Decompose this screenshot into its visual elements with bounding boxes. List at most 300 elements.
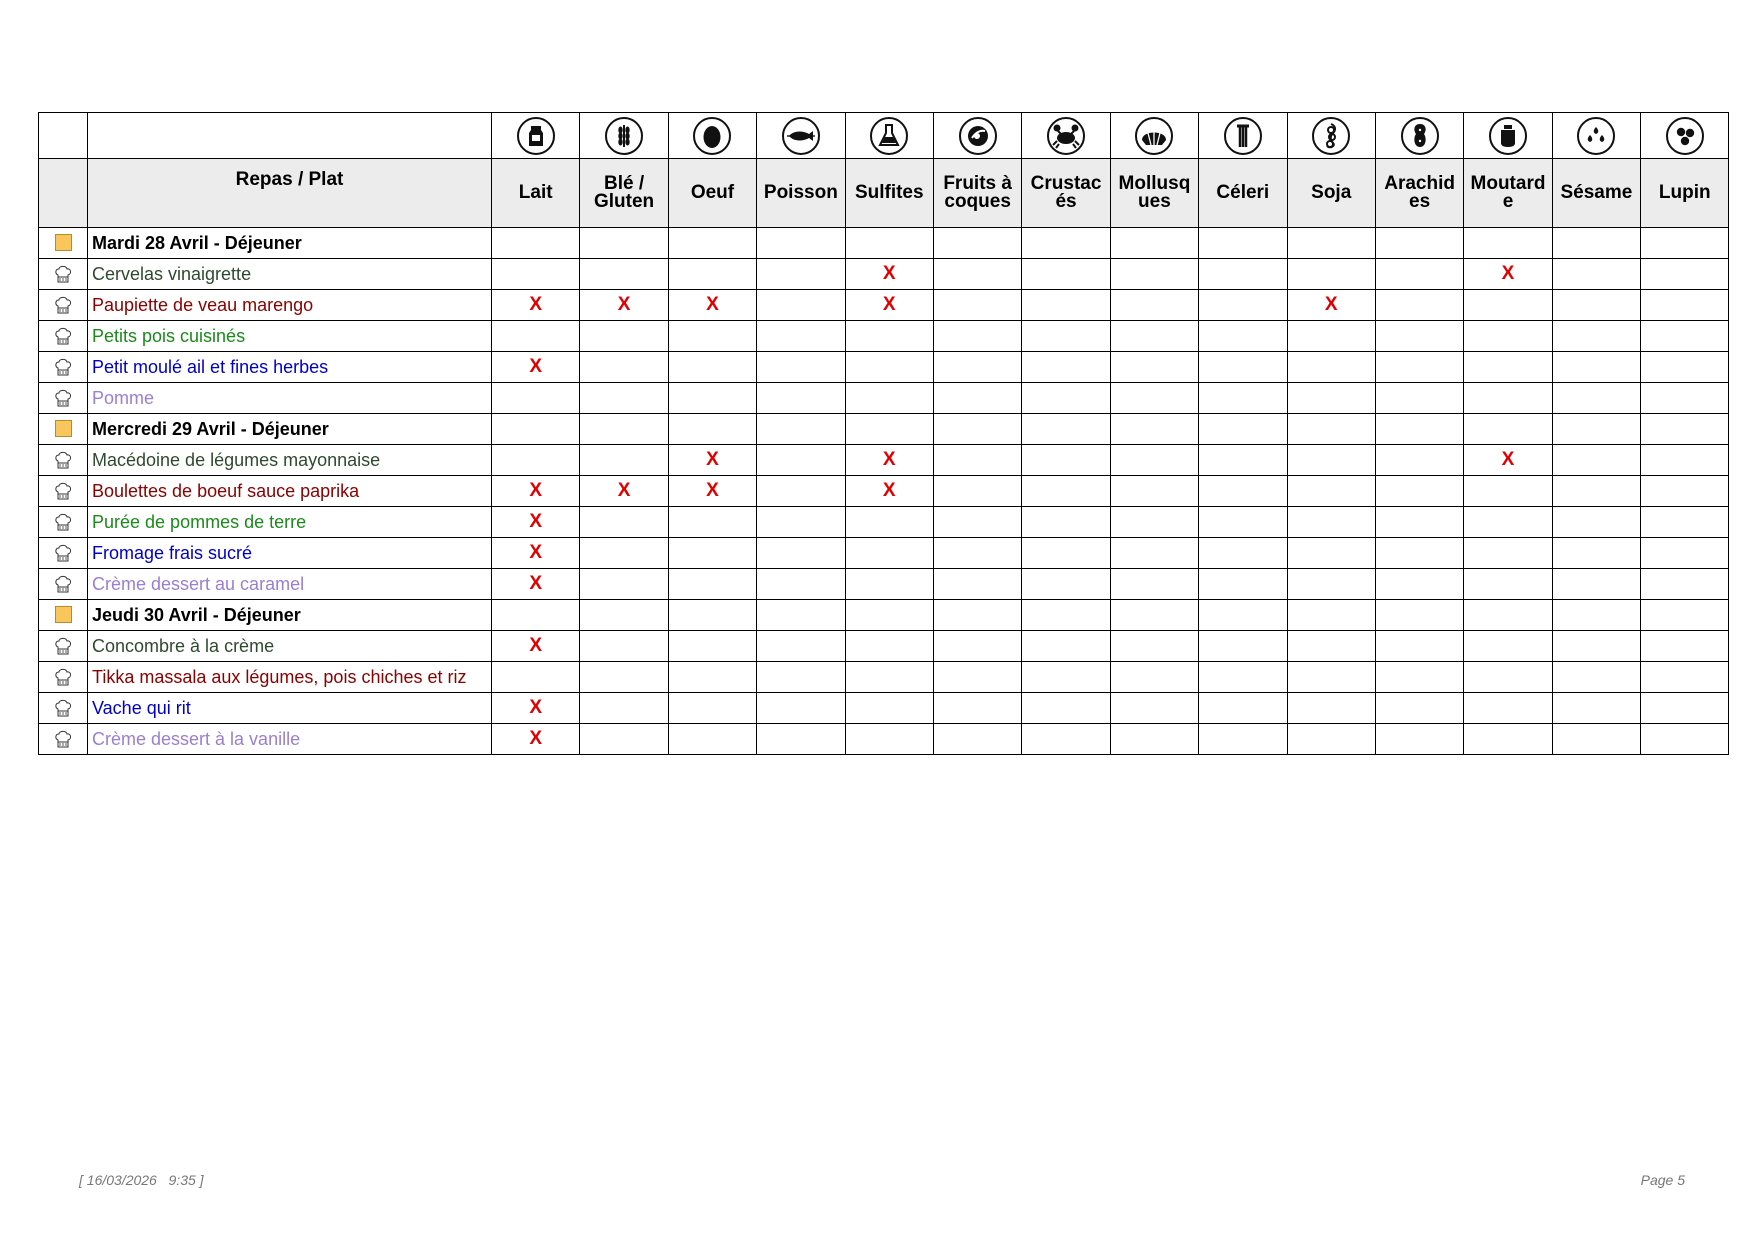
row-marker-cell <box>39 693 88 724</box>
day-marker-square <box>55 420 72 437</box>
allergen-mark-cell <box>580 662 668 693</box>
row-marker-cell <box>39 538 88 569</box>
row-marker-cell <box>39 507 88 538</box>
allergen-mark-cell <box>1641 631 1729 662</box>
allergen-mark-cell <box>757 290 845 321</box>
allergen-mark-cell <box>1110 724 1198 755</box>
chef-hat-icon <box>54 450 72 470</box>
allergen-mark-cell <box>757 228 845 259</box>
allergen-mark-cell <box>757 693 845 724</box>
allergen-mark-cell <box>1641 445 1729 476</box>
allergen-mark-cell <box>757 724 845 755</box>
dish-row <box>39 259 1729 290</box>
allergen-icon-cell <box>1110 113 1198 159</box>
allergen-mark-cell <box>1641 600 1729 631</box>
allergen-table <box>38 112 1729 755</box>
celery-icon <box>1223 116 1263 156</box>
allergen-header: Fruits à coques <box>933 159 1021 228</box>
milk-bottle-icon <box>516 116 556 156</box>
allergen-mark-cell: X <box>1464 445 1552 476</box>
allergen-mark-cell <box>580 631 668 662</box>
allergen-mark-cell <box>1022 228 1110 259</box>
allergen-mark-cell: X <box>492 352 580 383</box>
allergen-mark-cell <box>1641 724 1729 755</box>
allergen-mark-cell: X <box>492 724 580 755</box>
allergen-mark-cell <box>580 569 668 600</box>
allergen-header: Lupin <box>1641 159 1729 228</box>
allergen-mark-cell <box>1641 352 1729 383</box>
allergen-mark-cell <box>1552 476 1640 507</box>
allergen-mark-cell <box>492 383 580 414</box>
allergen-icon-cell <box>845 113 933 159</box>
chef-hat-icon <box>54 326 72 346</box>
allergen-icon-cell <box>1022 113 1110 159</box>
allergen-mark-cell <box>1199 631 1287 662</box>
mark-header-cell <box>39 159 88 228</box>
allergen-mark-cell <box>1552 662 1640 693</box>
allergen-mark-cell <box>1199 383 1287 414</box>
allergen-mark-cell <box>1464 507 1552 538</box>
crab-icon <box>1046 116 1086 156</box>
allergen-mark-cell <box>1022 383 1110 414</box>
allergen-mark-cell <box>1641 569 1729 600</box>
allergen-mark-cell <box>1199 538 1287 569</box>
allergen-icon-row <box>39 113 1729 159</box>
allergen-mark-cell <box>757 569 845 600</box>
allergen-mark-cell <box>1552 600 1640 631</box>
allergen-mark-cell <box>1022 445 1110 476</box>
allergen-icon-cell <box>492 113 580 159</box>
allergen-mark-cell <box>933 507 1021 538</box>
dish-name: Boulettes de boeuf sauce paprika <box>88 476 492 507</box>
allergen-mark-cell <box>845 352 933 383</box>
allergen-mark-cell <box>845 631 933 662</box>
allergen-mark-cell <box>1110 228 1198 259</box>
day-row <box>39 228 1729 259</box>
chef-hat-icon <box>54 636 72 656</box>
day-label: Mercredi 29 Avril - Déjeuner <box>88 414 492 445</box>
corner-cell <box>39 113 88 159</box>
allergen-mark-cell <box>1641 693 1729 724</box>
allergen-header: Blé / Gluten <box>580 159 668 228</box>
allergen-mark-cell: X <box>492 569 580 600</box>
allergen-mark-cell <box>845 600 933 631</box>
allergen-mark-cell <box>1641 228 1729 259</box>
allergen-mark-cell <box>933 445 1021 476</box>
allergen-header: Soja <box>1287 159 1375 228</box>
allergen-mark-cell <box>933 414 1021 445</box>
allergen-mark-cell <box>1110 259 1198 290</box>
allergen-mark-cell <box>845 383 933 414</box>
allergen-mark-cell <box>1110 383 1198 414</box>
allergen-mark-cell <box>1022 352 1110 383</box>
flask-icon <box>869 116 909 156</box>
allergen-mark-cell <box>1552 724 1640 755</box>
allergen-mark-cell <box>1552 631 1640 662</box>
allergen-mark-cell <box>1022 600 1110 631</box>
allergen-mark-cell <box>1199 414 1287 445</box>
allergen-mark-cell <box>1199 290 1287 321</box>
allergen-icon-cell <box>933 113 1021 159</box>
allergen-mark-cell <box>1375 445 1463 476</box>
nut-icon <box>958 116 998 156</box>
allergen-header: Oeuf <box>668 159 756 228</box>
fish-icon <box>781 116 821 156</box>
allergen-mark-cell: X <box>1464 259 1552 290</box>
allergen-mark-cell <box>668 724 756 755</box>
dish-name: Petit moulé ail et fines herbes <box>88 352 492 383</box>
allergen-mark-cell <box>1022 662 1110 693</box>
allergen-mark-cell <box>757 383 845 414</box>
allergen-label-row <box>39 159 1729 228</box>
allergen-mark-cell <box>1287 600 1375 631</box>
allergen-mark-cell <box>1110 321 1198 352</box>
allergen-mark-cell <box>1287 569 1375 600</box>
allergen-mark-cell <box>757 352 845 383</box>
allergen-mark-cell <box>1199 662 1287 693</box>
allergen-mark-cell <box>1375 383 1463 414</box>
row-marker-cell <box>39 383 88 414</box>
allergen-mark-cell <box>1464 569 1552 600</box>
allergen-mark-cell <box>1552 538 1640 569</box>
allergen-mark-cell <box>1552 352 1640 383</box>
allergen-mark-cell: X <box>668 445 756 476</box>
chef-hat-icon <box>54 295 72 315</box>
row-marker-cell <box>39 352 88 383</box>
allergen-mark-cell <box>1552 259 1640 290</box>
allergen-mark-cell <box>845 662 933 693</box>
soy-icon <box>1311 116 1351 156</box>
dish-row <box>39 693 1729 724</box>
allergen-mark-cell <box>1110 476 1198 507</box>
allergen-mark-cell <box>580 352 668 383</box>
allergen-mark-cell <box>1552 383 1640 414</box>
allergen-mark-cell <box>492 228 580 259</box>
allergen-mark-cell <box>668 507 756 538</box>
allergen-mark-cell <box>668 569 756 600</box>
allergen-mark-cell <box>1022 724 1110 755</box>
allergen-mark-cell <box>757 445 845 476</box>
allergen-icon-cell <box>1552 113 1640 159</box>
allergen-mark-cell <box>1199 476 1287 507</box>
allergen-mark-cell <box>668 693 756 724</box>
allergen-mark-cell <box>668 228 756 259</box>
allergen-mark-cell <box>1199 569 1287 600</box>
allergen-mark-cell <box>757 476 845 507</box>
allergen-mark-cell <box>580 383 668 414</box>
chef-hat-icon <box>54 667 72 687</box>
allergen-mark-cell <box>1464 228 1552 259</box>
allergen-mark-cell <box>757 321 845 352</box>
allergen-mark-cell <box>1464 631 1552 662</box>
dish-icon-spacer-cell <box>88 113 492 159</box>
allergen-mark-cell <box>1375 631 1463 662</box>
allergen-mark-cell <box>1375 259 1463 290</box>
allergen-icon-cell <box>1641 113 1729 159</box>
allergen-mark-cell <box>757 507 845 538</box>
allergen-mark-cell <box>1287 383 1375 414</box>
allergen-header: Lait <box>492 159 580 228</box>
chef-hat-icon <box>54 543 72 563</box>
allergen-mark-cell <box>492 321 580 352</box>
allergen-mark-cell <box>1199 724 1287 755</box>
allergen-mark-cell <box>1110 693 1198 724</box>
allergen-mark-cell <box>1110 290 1198 321</box>
allergen-header: Poisson <box>757 159 845 228</box>
allergen-mark-cell: X <box>580 476 668 507</box>
allergen-mark-cell <box>933 352 1021 383</box>
allergen-mark-cell <box>845 569 933 600</box>
lupin-icon <box>1665 116 1705 156</box>
chef-hat-icon <box>54 698 72 718</box>
allergen-mark-cell <box>1375 569 1463 600</box>
allergen-mark-cell <box>933 476 1021 507</box>
allergen-icon-cell <box>1199 113 1287 159</box>
allergen-mark-cell <box>933 538 1021 569</box>
allergen-sheet <box>38 112 1727 755</box>
allergen-mark-cell <box>1287 693 1375 724</box>
allergen-mark-cell <box>845 507 933 538</box>
allergen-mark-cell <box>1552 290 1640 321</box>
allergen-header: Moutard e <box>1464 159 1552 228</box>
allergen-mark-cell <box>1464 693 1552 724</box>
footer-page-number: Page 5 <box>1640 1172 1685 1188</box>
allergen-mark-cell: X <box>492 507 580 538</box>
dish-row <box>39 445 1729 476</box>
allergen-mark-cell <box>1022 290 1110 321</box>
footer-date: [ 16/03/2026 9:35 ] <box>79 1172 204 1188</box>
allergen-mark-cell <box>1552 569 1640 600</box>
allergen-mark-cell <box>1287 414 1375 445</box>
day-label: Jeudi 30 Avril - Déjeuner <box>88 600 492 631</box>
allergen-mark-cell <box>1110 631 1198 662</box>
allergen-mark-cell <box>1199 600 1287 631</box>
dish-name: Pomme <box>88 383 492 414</box>
allergen-mark-cell <box>492 600 580 631</box>
allergen-mark-cell <box>1287 724 1375 755</box>
egg-icon <box>692 116 732 156</box>
shell-icon <box>1134 116 1174 156</box>
allergen-mark-cell <box>1641 476 1729 507</box>
table-body <box>39 228 1729 755</box>
allergen-mark-cell <box>1022 538 1110 569</box>
dish-name: Purée de pommes de terre <box>88 507 492 538</box>
row-marker-cell <box>39 414 88 445</box>
allergen-mark-cell <box>1110 507 1198 538</box>
sesame-icon <box>1576 116 1616 156</box>
allergen-icon-cell <box>757 113 845 159</box>
allergen-mark-cell <box>1110 414 1198 445</box>
allergen-mark-cell: X <box>492 290 580 321</box>
allergen-mark-cell <box>1022 693 1110 724</box>
allergen-mark-cell: X <box>845 290 933 321</box>
dish-row <box>39 631 1729 662</box>
allergen-mark-cell <box>1641 321 1729 352</box>
allergen-mark-cell <box>933 228 1021 259</box>
dish-row <box>39 290 1729 321</box>
dish-header: Repas / Plat <box>88 159 492 228</box>
allergen-header: Céleri <box>1199 159 1287 228</box>
allergen-mark-cell <box>1110 445 1198 476</box>
allergen-mark-cell: X <box>580 290 668 321</box>
allergen-mark-cell <box>757 538 845 569</box>
allergen-icon-cell <box>1287 113 1375 159</box>
allergen-mark-cell <box>933 662 1021 693</box>
allergen-mark-cell <box>1199 445 1287 476</box>
allergen-mark-cell <box>1464 662 1552 693</box>
allergen-mark-cell <box>845 228 933 259</box>
row-marker-cell <box>39 321 88 352</box>
allergen-mark-cell <box>933 259 1021 290</box>
allergen-mark-cell <box>1375 662 1463 693</box>
allergen-mark-cell <box>1110 538 1198 569</box>
allergen-mark-cell <box>933 631 1021 662</box>
row-marker-cell <box>39 445 88 476</box>
allergen-mark-cell <box>1287 476 1375 507</box>
dish-row <box>39 538 1729 569</box>
allergen-mark-cell: X <box>492 631 580 662</box>
allergen-mark-cell <box>1022 414 1110 445</box>
allergen-mark-cell <box>933 693 1021 724</box>
chef-hat-icon <box>54 388 72 408</box>
allergen-mark-cell <box>492 414 580 445</box>
allergen-mark-cell <box>580 445 668 476</box>
row-marker-cell <box>39 631 88 662</box>
allergen-icon-cell <box>1375 113 1463 159</box>
dish-name: Paupiette de veau marengo <box>88 290 492 321</box>
allergen-mark-cell <box>1464 538 1552 569</box>
allergen-mark-cell: X <box>845 445 933 476</box>
dish-name: Vache qui rit <box>88 693 492 724</box>
day-label: Mardi 28 Avril - Déjeuner <box>88 228 492 259</box>
peanut-icon <box>1400 116 1440 156</box>
chef-hat-icon <box>54 729 72 749</box>
dish-row <box>39 662 1729 693</box>
allergen-mark-cell <box>668 662 756 693</box>
allergen-header: Mollusq ues <box>1110 159 1198 228</box>
row-marker-cell <box>39 290 88 321</box>
row-marker-cell <box>39 476 88 507</box>
wheat-icon <box>604 116 644 156</box>
allergen-mark-cell <box>933 290 1021 321</box>
allergen-mark-cell <box>1022 631 1110 662</box>
day-marker-square <box>55 606 72 623</box>
row-marker-cell <box>39 259 88 290</box>
allergen-mark-cell <box>580 724 668 755</box>
allergen-mark-cell <box>1110 662 1198 693</box>
dish-row <box>39 321 1729 352</box>
allergen-header: Sulfites <box>845 159 933 228</box>
dish-row <box>39 507 1729 538</box>
allergen-mark-cell <box>933 383 1021 414</box>
allergen-mark-cell <box>845 724 933 755</box>
allergen-mark-cell: X <box>492 693 580 724</box>
dish-name: Crème dessert à la vanille <box>88 724 492 755</box>
dish-name: Fromage frais sucré <box>88 538 492 569</box>
allergen-mark-cell <box>1552 228 1640 259</box>
allergen-mark-cell <box>668 538 756 569</box>
allergen-mark-cell <box>1287 662 1375 693</box>
allergen-mark-cell <box>933 569 1021 600</box>
allergen-mark-cell <box>580 600 668 631</box>
dish-name: Cervelas vinaigrette <box>88 259 492 290</box>
allergen-mark-cell <box>1375 724 1463 755</box>
allergen-mark-cell <box>1641 507 1729 538</box>
dish-name: Macédoine de légumes mayonnaise <box>88 445 492 476</box>
allergen-mark-cell <box>757 631 845 662</box>
allergen-mark-cell <box>668 631 756 662</box>
allergen-mark-cell <box>1641 414 1729 445</box>
allergen-mark-cell <box>1375 600 1463 631</box>
allergen-mark-cell <box>1110 352 1198 383</box>
allergen-mark-cell: X <box>492 538 580 569</box>
allergen-mark-cell <box>1375 321 1463 352</box>
allergen-mark-cell <box>1375 538 1463 569</box>
allergen-mark-cell <box>1022 259 1110 290</box>
allergen-mark-cell <box>668 321 756 352</box>
allergen-mark-cell <box>845 321 933 352</box>
allergen-mark-cell: X <box>1287 290 1375 321</box>
row-marker-cell <box>39 569 88 600</box>
allergen-mark-cell <box>1375 414 1463 445</box>
row-marker-cell <box>39 662 88 693</box>
allergen-mark-cell <box>580 507 668 538</box>
allergen-mark-cell <box>1199 321 1287 352</box>
allergen-mark-cell <box>492 662 580 693</box>
allergen-icon-cell <box>580 113 668 159</box>
allergen-mark-cell <box>1375 352 1463 383</box>
allergen-mark-cell <box>757 259 845 290</box>
day-marker-square <box>55 234 72 251</box>
allergen-icon-cell <box>668 113 756 159</box>
allergen-mark-cell <box>1287 631 1375 662</box>
allergen-mark-cell <box>1375 476 1463 507</box>
dish-row <box>39 383 1729 414</box>
allergen-mark-cell <box>1110 569 1198 600</box>
allergen-mark-cell <box>580 414 668 445</box>
allergen-mark-cell <box>845 538 933 569</box>
allergen-mark-cell: X <box>845 259 933 290</box>
chef-hat-icon <box>54 264 72 284</box>
allergen-mark-cell <box>668 383 756 414</box>
allergen-mark-cell <box>1641 290 1729 321</box>
allergen-mark-cell <box>1287 507 1375 538</box>
chef-hat-icon <box>54 574 72 594</box>
allergen-mark-cell <box>1464 724 1552 755</box>
allergen-mark-cell <box>580 693 668 724</box>
allergen-mark-cell <box>492 445 580 476</box>
allergen-mark-cell <box>1552 321 1640 352</box>
allergen-mark-cell <box>933 600 1021 631</box>
allergen-mark-cell <box>757 662 845 693</box>
allergen-mark-cell <box>668 352 756 383</box>
allergen-icon-cell <box>1464 113 1552 159</box>
allergen-mark-cell <box>1022 321 1110 352</box>
dish-row <box>39 352 1729 383</box>
allergen-mark-cell: X <box>492 476 580 507</box>
allergen-mark-cell <box>1110 600 1198 631</box>
row-marker-cell <box>39 600 88 631</box>
allergen-mark-cell <box>1199 259 1287 290</box>
allergen-mark-cell <box>668 600 756 631</box>
allergen-mark-cell <box>580 321 668 352</box>
allergen-mark-cell <box>1464 352 1552 383</box>
dish-name: Petits pois cuisinés <box>88 321 492 352</box>
row-marker-cell <box>39 228 88 259</box>
allergen-mark-cell <box>1022 476 1110 507</box>
allergen-mark-cell <box>1464 383 1552 414</box>
allergen-mark-cell <box>1375 228 1463 259</box>
